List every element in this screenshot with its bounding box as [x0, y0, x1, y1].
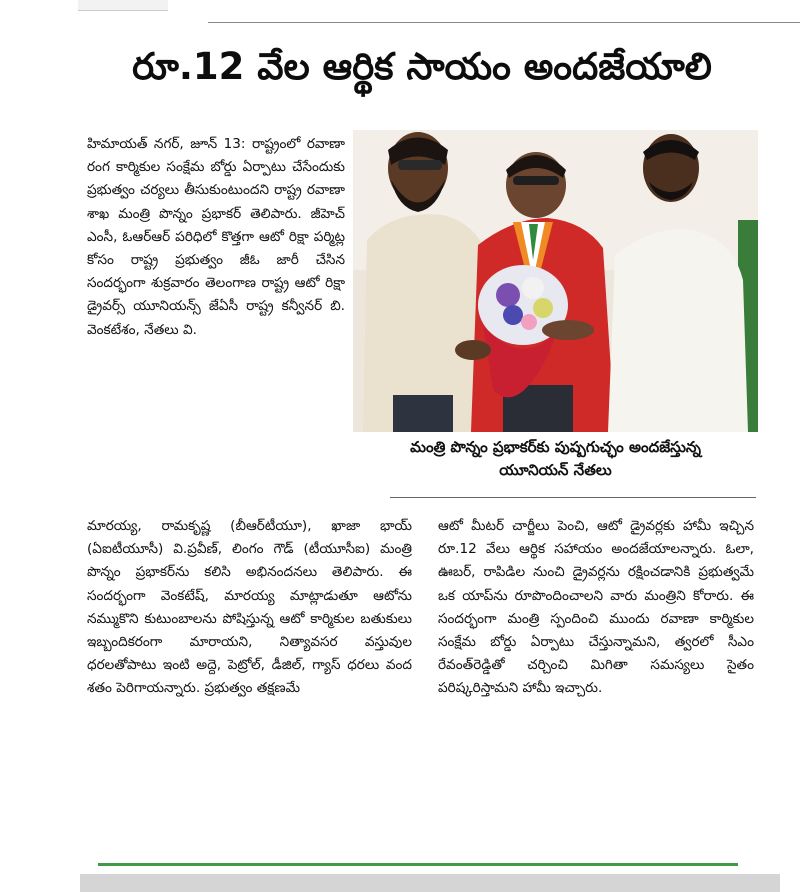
photo-caption: [353, 436, 758, 482]
previous-article-fragment: [78, 0, 168, 11]
headline: రూ.12 వేల ఆర్థిక సాయం అందజేయాలి: [132, 45, 712, 88]
article-paragraph: మారయ్య, రామకృష్ణ (బీఆర్‌టీయూ), ఖాజా భాయ్ (ఏఐటీయూసీ) వి.ప్రవీణ్, లింగం గౌడ్ (టీయూసీఐ) మంత్రి పొన్నం ప్రభాకర్‌ను కలిసి అభినందనలు తెలిపారు. ఈ సందర్భంగా వెంకటేష్, మారయ్య మాట్లాడుతూ ఆటోను నమ్ముకొని కుటుంబాలను పోషిస్తున్న ఆటో కార్మికుల బతుకులు ఇబ్బందికరంగా మారాయని, నిత్యావసర వస్తువుల ధరలతోపాటు ఇంటి అద్దె, పెట్రోల్, డీజిల్, గ్యాస్ ధరలు వంద శతం పెరిగాయన్నారు. ప్రభుత్వం తక్షణమే: [87, 518, 412, 697]
photo-illustration: [353, 130, 758, 432]
article-paragraph: ఆటో మీటర్ చార్జీలు పెంచి, ఆటో డ్రైవర్లకు హామీ ఇచ్చిన రూ.12 వేలు ఆర్థిక సహాయం అందజేయాలన్నారు. ఓలా, ఊబర్, రాపిడిల నుంచి డ్రైవర్లను రక్షించడానికి ప్రభుత్వమే ఒక యాప్‌ను రూపొందించాలని వారు మంత్రిని కోరారు. ఈ సందర్భంగా మంత్రి స్పందించి ముందు రవాణా కార్మికుల సంక్షేమ బోర్డు ఏర్పాటు చేస్తున్నామని, త్వరలో సీఎం రేవంత్‌రెడ్డితో చర్చించి మిగితా సమస్యలు సైతం పరిష్కరిస్తామని హామీ ఇచ్చారు.: [438, 518, 754, 697]
caption-divider: [390, 497, 756, 498]
caption-line: యూనియన్ నేతలు: [499, 461, 612, 479]
top-divider: [208, 22, 800, 23]
article-column-left-top: [87, 133, 345, 342]
article-column-left-bottom: [87, 515, 412, 701]
article-paragraph: హిమాయత్ నగర్, జూన్ 13: రాష్ట్రంలో రవాణా రంగ కార్మికుల సంక్షేమ బోర్డు ఏర్పాటు చేసేందుకు ప్రభుత్వం చర్యలు తీసుకుంటుందని రాష్ట్ర రవాణా శాఖ మంత్రి పొన్నం ప్రభాకర్ తెలిపారు. జీహెచ్ ఎంసీ, ఓఆర్ఆర్ పరిధిలో కొత్తగా ఆటో రిక్షా పర్మిట్ల కోసం రాష్ట్ర ప్రభుత్వం జీఓ జారీ చేసిన సందర్భంగా శుక్రవారం తెలంగాణ రాష్ట్ర ఆటో రిక్షా డ్రైవర్స్ యూనియన్స్ జేఏసీ రాష్ట్ర కన్వీనర్ బి. వెంకటేశం, నేతలు వి.: [87, 136, 345, 338]
next-article-fragment: [80, 874, 780, 892]
news-photo: [353, 130, 758, 432]
bottom-divider: [98, 863, 738, 866]
article-column-right: [438, 515, 754, 701]
caption-line: మంత్రి పొన్నం ప్రభాకర్‌కు పుష్పగుచ్ఛం అందజేస్తున్న: [410, 438, 701, 456]
